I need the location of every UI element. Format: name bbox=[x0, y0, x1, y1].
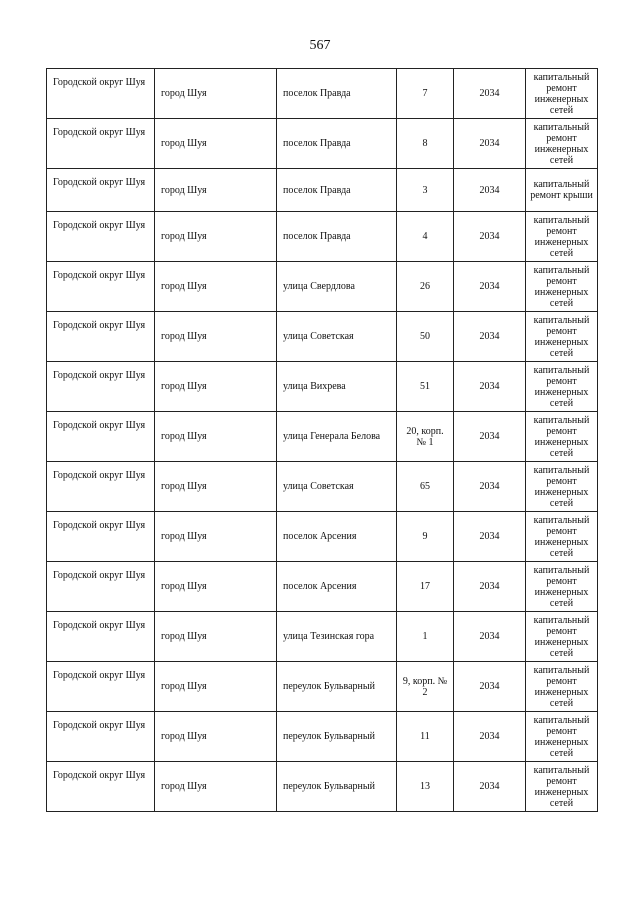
city-cell: город Шуя bbox=[155, 169, 277, 212]
street-cell: переулок Бульварный bbox=[277, 712, 397, 762]
table-row bbox=[47, 212, 598, 262]
year-cell: 2034 bbox=[454, 762, 526, 812]
work-type-cell: капитальный ремонт инженерных сетей bbox=[526, 462, 598, 512]
street-cell: улица Советская bbox=[277, 312, 397, 362]
table-row bbox=[47, 262, 598, 312]
city-cell: город Шуя bbox=[155, 362, 277, 412]
district-cell: Городской округ Шуя bbox=[47, 412, 155, 462]
table-row bbox=[47, 712, 598, 762]
work-type-cell: капитальный ремонт инженерных сетей bbox=[526, 312, 598, 362]
table-row bbox=[47, 762, 598, 812]
city-cell: город Шуя bbox=[155, 612, 277, 662]
city-cell: город Шуя bbox=[155, 762, 277, 812]
city-cell: город Шуя bbox=[155, 712, 277, 762]
year-cell: 2034 bbox=[454, 412, 526, 462]
street-cell: поселок Правда bbox=[277, 212, 397, 262]
registry-table bbox=[46, 68, 598, 812]
table-body bbox=[47, 69, 598, 812]
work-type-cell: капитальный ремонт инженерных сетей bbox=[526, 612, 598, 662]
district-cell: Городской округ Шуя bbox=[47, 512, 155, 562]
district-cell: Городской округ Шуя bbox=[47, 712, 155, 762]
house-number-cell: 50 bbox=[397, 312, 454, 362]
table-row bbox=[47, 662, 598, 712]
year-cell: 2034 bbox=[454, 312, 526, 362]
table-row bbox=[47, 69, 598, 119]
street-cell: поселок Правда bbox=[277, 119, 397, 169]
table-row bbox=[47, 562, 598, 612]
work-type-cell: капитальный ремонт инженерных сетей bbox=[526, 119, 598, 169]
work-type-cell: капитальный ремонт инженерных сетей bbox=[526, 412, 598, 462]
house-number-cell: 8 bbox=[397, 119, 454, 169]
city-cell: город Шуя bbox=[155, 662, 277, 712]
district-cell: Городской округ Шуя bbox=[47, 662, 155, 712]
district-cell: Городской округ Шуя bbox=[47, 119, 155, 169]
table-row bbox=[47, 169, 598, 212]
table-row bbox=[47, 312, 598, 362]
city-cell: город Шуя bbox=[155, 412, 277, 462]
table-row bbox=[47, 462, 598, 512]
year-cell: 2034 bbox=[454, 562, 526, 612]
table-row bbox=[47, 512, 598, 562]
year-cell: 2034 bbox=[454, 512, 526, 562]
district-cell: Городской округ Шуя bbox=[47, 462, 155, 512]
house-number-cell: 1 bbox=[397, 612, 454, 662]
house-number-cell: 7 bbox=[397, 69, 454, 119]
district-cell: Городской округ Шуя bbox=[47, 169, 155, 212]
year-cell: 2034 bbox=[454, 169, 526, 212]
city-cell: город Шуя bbox=[155, 462, 277, 512]
house-number-cell: 17 bbox=[397, 562, 454, 612]
work-type-cell: капитальный ремонт инженерных сетей bbox=[526, 712, 598, 762]
work-type-cell: капитальный ремонт инженерных сетей bbox=[526, 362, 598, 412]
house-number-cell: 9, корп. № 2 bbox=[397, 662, 454, 712]
district-cell: Городской округ Шуя bbox=[47, 562, 155, 612]
table-row bbox=[47, 412, 598, 462]
district-cell: Городской округ Шуя bbox=[47, 69, 155, 119]
work-type-cell: капитальный ремонт инженерных сетей bbox=[526, 512, 598, 562]
work-type-cell: капитальный ремонт инженерных сетей bbox=[526, 69, 598, 119]
city-cell: город Шуя bbox=[155, 212, 277, 262]
district-cell: Городской округ Шуя bbox=[47, 362, 155, 412]
table-row bbox=[47, 119, 598, 169]
work-type-cell: капитальный ремонт инженерных сетей bbox=[526, 662, 598, 712]
city-cell: город Шуя bbox=[155, 262, 277, 312]
street-cell: поселок Арсения bbox=[277, 512, 397, 562]
district-cell: Городской округ Шуя bbox=[47, 612, 155, 662]
year-cell: 2034 bbox=[454, 712, 526, 762]
house-number-cell: 9 bbox=[397, 512, 454, 562]
district-cell: Городской округ Шуя bbox=[47, 312, 155, 362]
work-type-cell: капитальный ремонт инженерных сетей bbox=[526, 562, 598, 612]
house-number-cell: 4 bbox=[397, 212, 454, 262]
city-cell: город Шуя bbox=[155, 512, 277, 562]
house-number-cell: 3 bbox=[397, 169, 454, 212]
year-cell: 2034 bbox=[454, 462, 526, 512]
city-cell: город Шуя bbox=[155, 69, 277, 119]
street-cell: улица Вихрева bbox=[277, 362, 397, 412]
district-cell: Городской округ Шуя bbox=[47, 762, 155, 812]
year-cell: 2034 bbox=[454, 212, 526, 262]
house-number-cell: 65 bbox=[397, 462, 454, 512]
year-cell: 2034 bbox=[454, 262, 526, 312]
work-type-cell: капитальный ремонт крыши bbox=[526, 169, 598, 212]
street-cell: переулок Бульварный bbox=[277, 762, 397, 812]
year-cell: 2034 bbox=[454, 362, 526, 412]
year-cell: 2034 bbox=[454, 612, 526, 662]
work-type-cell: капитальный ремонт инженерных сетей bbox=[526, 762, 598, 812]
work-type-cell: капитальный ремонт инженерных сетей bbox=[526, 262, 598, 312]
city-cell: город Шуя bbox=[155, 119, 277, 169]
work-type-cell: капитальный ремонт инженерных сетей bbox=[526, 212, 598, 262]
street-cell: поселок Правда bbox=[277, 169, 397, 212]
table-row bbox=[47, 362, 598, 412]
house-number-cell: 11 bbox=[397, 712, 454, 762]
street-cell: улица Советская bbox=[277, 462, 397, 512]
year-cell: 2034 bbox=[454, 662, 526, 712]
table-row bbox=[47, 612, 598, 662]
street-cell: улица Тезинская гора bbox=[277, 612, 397, 662]
street-cell: поселок Арсения bbox=[277, 562, 397, 612]
year-cell: 2034 bbox=[454, 69, 526, 119]
year-cell: 2034 bbox=[454, 119, 526, 169]
street-cell: поселок Правда bbox=[277, 69, 397, 119]
house-number-cell: 13 bbox=[397, 762, 454, 812]
city-cell: город Шуя bbox=[155, 312, 277, 362]
district-cell: Городской округ Шуя bbox=[47, 262, 155, 312]
house-number-cell: 51 bbox=[397, 362, 454, 412]
street-cell: улица Свердлова bbox=[277, 262, 397, 312]
house-number-cell: 26 bbox=[397, 262, 454, 312]
city-cell: город Шуя bbox=[155, 562, 277, 612]
street-cell: улица Генерала Белова bbox=[277, 412, 397, 462]
house-number-cell: 20, корп. № 1 bbox=[397, 412, 454, 462]
street-cell: переулок Бульварный bbox=[277, 662, 397, 712]
district-cell: Городской округ Шуя bbox=[47, 212, 155, 262]
page-number: 567 bbox=[309, 38, 331, 53]
